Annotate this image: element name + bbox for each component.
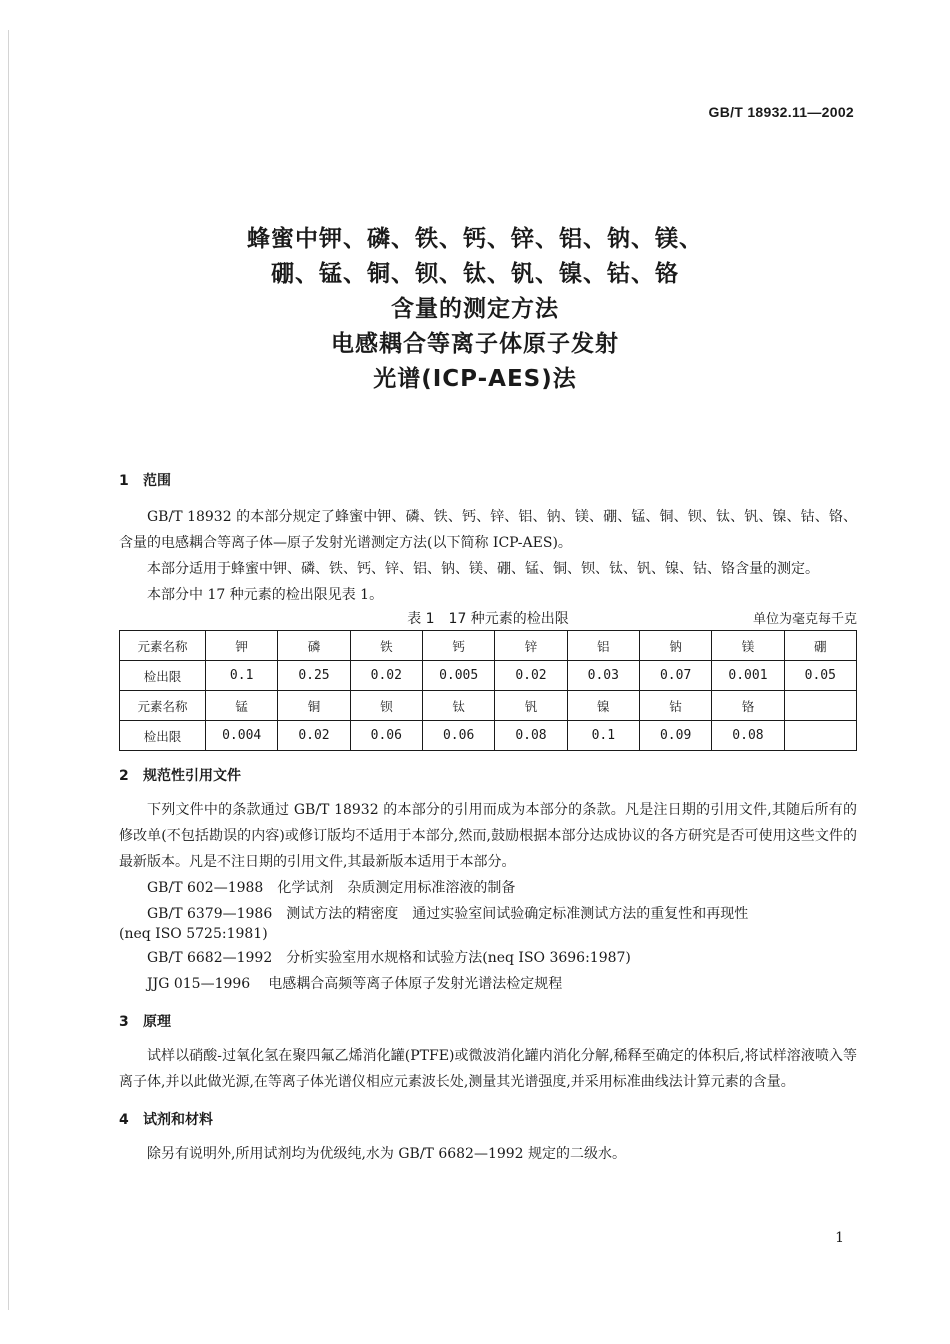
element-name-cell: 钾 bbox=[206, 631, 278, 661]
detection-limit-cell: 0.004 bbox=[206, 721, 278, 751]
element-name-cell: 锌 bbox=[495, 631, 567, 661]
detection-limit-cell: 0.03 bbox=[567, 661, 639, 691]
detection-limit-cell: 0.02 bbox=[495, 661, 567, 691]
table-unit: 单位为毫克每千克 bbox=[752, 612, 857, 627]
reference-continuation: (neq ISO 5725:1981) bbox=[119, 926, 268, 942]
title-line: 电感耦合等离子体原子发射 bbox=[331, 331, 619, 357]
detection-limit-cell: 0.06 bbox=[350, 721, 422, 751]
element-name-cell: 铬 bbox=[712, 691, 784, 721]
reference-title: 电感耦合高频等离子体原子发射光谱法检定规程 bbox=[268, 976, 563, 992]
detection-limit-cell: 0.07 bbox=[639, 661, 711, 691]
detection-limit-cell: 0.08 bbox=[712, 721, 784, 751]
detection-limit-cell: 0.08 bbox=[495, 721, 567, 751]
reference-code: GB/T 602—1988 bbox=[147, 880, 264, 896]
element-name-cell: 钒 bbox=[495, 691, 567, 721]
document-body bbox=[119, 470, 857, 1167]
reference-code: GB/T 6682—1992 bbox=[147, 950, 273, 966]
section-title: 规范性引用文件 bbox=[143, 768, 241, 784]
standard-number: GB/T 18932.11—2002 bbox=[708, 104, 854, 120]
section-title: 原理 bbox=[143, 1014, 171, 1030]
section-number: 1 bbox=[119, 473, 129, 489]
reference-code: GB/T 6379—1986 bbox=[147, 906, 273, 922]
title-line: 硼、锰、铜、钡、钛、钒、镍、钴、铬 bbox=[271, 261, 679, 287]
detection-limit-cell: 0.1 bbox=[206, 661, 278, 691]
reference-title: 化学试剂 杂质测定用标准溶液的制备 bbox=[277, 880, 516, 896]
table-caption: 表 1 17 种元素的检出限 bbox=[407, 611, 569, 627]
reference-item bbox=[147, 971, 857, 997]
detection-limit-cell: 0.09 bbox=[639, 721, 711, 751]
detection-limit-cell: 0.06 bbox=[422, 721, 494, 751]
section-number: 2 bbox=[119, 768, 129, 784]
element-name-cell: 铁 bbox=[350, 631, 422, 661]
element-name-cell: 铜 bbox=[278, 691, 350, 721]
table-caption-row bbox=[119, 608, 857, 630]
detection-limit-cell: 0.25 bbox=[278, 661, 350, 691]
row-label: 元素名称 bbox=[120, 631, 206, 661]
element-name-cell: 钙 bbox=[422, 631, 494, 661]
paragraph: 除另有说明外,所用试剂均为优级纯,水为 GB/T 6682—1992 规定的二级水。 bbox=[147, 1146, 627, 1162]
title-line: 蜂蜜中钾、磷、铁、钙、锌、铝、钠、镁、 bbox=[247, 226, 703, 252]
element-name-cell: 镍 bbox=[567, 691, 639, 721]
section-3-heading bbox=[119, 1011, 857, 1031]
element-name-row bbox=[120, 631, 857, 661]
section-1-heading bbox=[119, 470, 857, 490]
detection-limit-row bbox=[120, 721, 857, 751]
section-number: 3 bbox=[119, 1014, 129, 1030]
page-number: 1 bbox=[835, 1230, 844, 1246]
section-number: 4 bbox=[119, 1112, 129, 1128]
document-title bbox=[0, 222, 950, 397]
row-label: 检出限 bbox=[120, 661, 206, 691]
row-label: 元素名称 bbox=[120, 691, 206, 721]
section-2-heading bbox=[119, 765, 857, 785]
element-name-cell: 硼 bbox=[784, 631, 856, 661]
detection-limit-cell: 0.1 bbox=[567, 721, 639, 751]
section-title: 试剂和材料 bbox=[143, 1112, 213, 1128]
section-title: 范围 bbox=[143, 473, 171, 489]
reference-title: 测试方法的精密度 通过实验室间试验确定标准测试方法的重复性和再现性 bbox=[286, 906, 749, 922]
detection-limit-cell: 0.001 bbox=[712, 661, 784, 691]
title-line: 光谱(ICP-AES)法 bbox=[373, 366, 577, 392]
reference-item bbox=[147, 945, 857, 971]
detection-limit-cell: 0.02 bbox=[278, 721, 350, 751]
element-name-cell: 铝 bbox=[567, 631, 639, 661]
detection-limit-row bbox=[120, 661, 857, 691]
detection-limit-table bbox=[119, 630, 857, 751]
element-name-cell: 钠 bbox=[639, 631, 711, 661]
paragraph: 本部分适用于蜂蜜中钾、磷、铁、钙、锌、铝、钠、镁、硼、锰、铜、钡、钛、钒、镍、钴、铬含量的测定。 bbox=[147, 561, 819, 577]
element-name-cell: 钛 bbox=[422, 691, 494, 721]
paragraph: 试样以硝酸-过氧化氢在聚四氟乙烯消化罐(PTFE)或微波消化罐内消化分解,稀释至确定的体积后,将试样溶液喷入等离子体,并以此做光源,在等离子体光谱仪相应元素波长处,测量其光谱强度,并采用标准曲线法计算元素的含量。 bbox=[119, 1048, 857, 1090]
element-name-cell: 钴 bbox=[639, 691, 711, 721]
reference-code: JJG 015—1996 bbox=[147, 976, 251, 992]
paragraph: 本部分中 17 种元素的检出限见表 1。 bbox=[147, 587, 384, 603]
element-name-cell: 镁 bbox=[712, 631, 784, 661]
title-line: 含量的测定方法 bbox=[391, 296, 559, 322]
row-label: 检出限 bbox=[120, 721, 206, 751]
detection-limit-cell: 0.005 bbox=[422, 661, 494, 691]
reference-item bbox=[147, 875, 857, 901]
detection-limit-cell: 0.02 bbox=[350, 661, 422, 691]
element-name-cell: 钡 bbox=[350, 691, 422, 721]
element-name-cell: 锰 bbox=[206, 691, 278, 721]
element-name-cell bbox=[784, 691, 856, 721]
element-name-cell: 磷 bbox=[278, 631, 350, 661]
detection-limit-cell bbox=[784, 721, 856, 751]
paragraph: 下列文件中的条款通过 GB/T 18932 的本部分的引用而成为本部分的条款。凡是注日期的引用文件,其随后所有的修改单(不包括勘误的内容)或修订版均不适用于本部分,然而,鼓励根据本部分达成协议的各方研究是否可使用这些文件的最新版本。凡是不注日期的引用文件,其最新版本适用于本部分。 bbox=[119, 802, 857, 870]
paragraph: GB/T 18932 的本部分规定了蜂蜜中钾、磷、铁、钙、锌、铝、钠、镁、硼、锰、铜、钡、钛、钒、镍、钴、铬、含量的电感耦合等离子体—原子发射光谱测定方法(以下简称 ICP-AES)。 bbox=[119, 509, 857, 551]
section-4-heading bbox=[119, 1109, 857, 1129]
reference-title: 分析实验室用水规格和试验方法(neq ISO 3696:1987) bbox=[286, 950, 631, 966]
detection-limit-cell: 0.05 bbox=[784, 661, 856, 691]
element-name-row bbox=[120, 691, 857, 721]
